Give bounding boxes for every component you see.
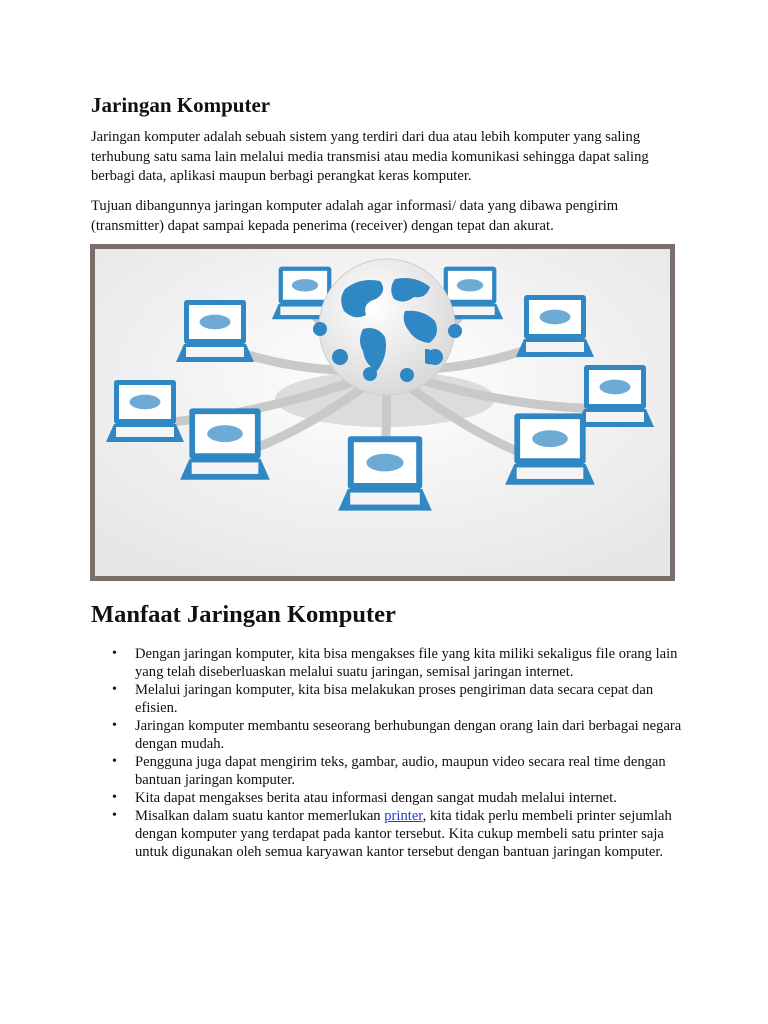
laptop-icon [516,295,594,357]
bullet-icon: • [112,790,117,805]
list-item [91,789,686,807]
benefits-list [91,645,686,861]
laptop-icon [576,365,654,427]
paragraph-purpose: Tujuan dibangunnya jaringan komputer adalah agar informasi/ data yang dibawa pengirim (transmitter) dapat sampai kepada penerima (receiver) dengan tepat dan akurat. [91,198,619,234]
list-item [91,807,686,861]
section-title: Manfaat Jaringan Komputer [91,601,396,628]
bullet-icon: • [112,754,117,769]
bullet-icon: • [112,682,117,697]
list-item-text: Misalkan dalam suatu kantor memerlukan [135,808,385,824]
printer-link[interactable]: printer [384,808,423,824]
laptop-icon [180,408,270,479]
list-item-text: Melalui jaringan komputer, kita bisa melakukan proses pengiriman data secara cepat dan efisien. [135,682,654,716]
laptop-icon [505,413,595,484]
globe-icon [319,259,455,395]
list-item [91,717,686,753]
list-item-text: Kita dapat mengakses berita atau informasi dengan sangat mudah melalui internet. [135,790,617,806]
list-item [91,645,686,681]
network-diagram-image [95,249,670,576]
list-item [91,753,686,789]
laptop-icon [176,300,254,362]
list-item-text: Jaringan komputer membantu seseorang berhubungan dengan orang lain dari berbagai negara dengan mudah. [135,718,682,752]
list-item-text: Pengguna juga dapat mengirim teks, gambar, audio, maupun video secara real time dengan bantuan jaringan komputer. [135,754,666,788]
paragraph-definition: Jaringan komputer adalah sebuah sistem yang terdiri dari dua atau lebih komputer yang saling terhubung satu sama lain melalui media transmisi atau media komunikasi sehingga dapat saling berbagi data, aplikasi maupun berbagi perangkat keras komputer. [91,129,649,184]
laptop-icon [338,436,432,510]
list-item-text-continued: , kita tidak perlu membeli printer sejumlah dengan komputer yang terdapat pada kantor tersebut. Kita cukup membeli satu printer saja untuk digunakan oleh semua karyawan kantor tersebut dengan bantuan jaringan komputer. [135,808,672,860]
laptop-icon [106,380,184,442]
bullet-icon: • [112,718,117,733]
list-item-text: Dengan jaringan komputer, kita bisa mengakses file yang kita miliki sekaligus file orang lain yang telah diseberluaskan melalui suatu jaringan, semisal jaringan internet. [135,646,678,680]
bullet-icon: • [112,808,117,823]
list-item [91,681,686,717]
page-title: Jaringan Komputer [91,93,271,117]
network-illustration [90,244,675,581]
bullet-icon: • [112,646,117,661]
